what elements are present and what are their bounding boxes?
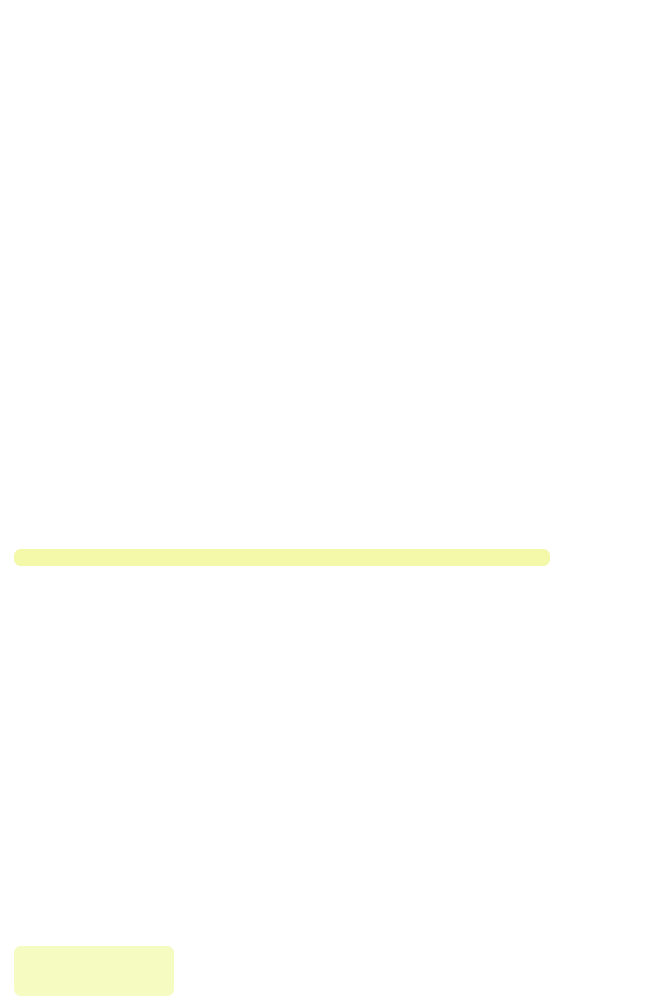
mpec-document [0,0,646,305]
k78-observer-highlight [14,549,550,566]
k78-residual-highlight [14,946,174,996]
